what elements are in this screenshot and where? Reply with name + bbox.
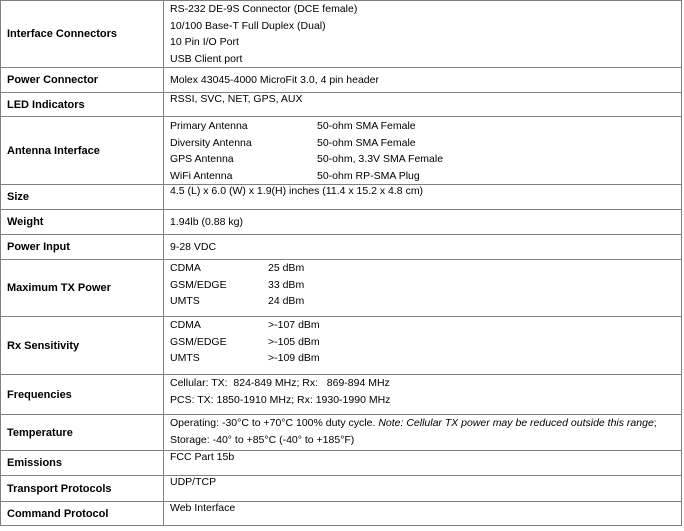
row-label: Weight [1, 210, 164, 235]
pair-name: Primary Antenna [170, 120, 248, 132]
row-label: Interface Connectors [1, 1, 164, 68]
row-value [164, 415, 682, 451]
pair-value: 25 dBm [268, 262, 305, 274]
value-line: 10/100 Base-T Full Duplex (Dual) [170, 19, 326, 32]
row-value: 1.94lb (0.88 kg) [164, 210, 682, 235]
pair-value: 33 dBm [268, 278, 305, 291]
table-row [1, 451, 682, 476]
row-label: Frequencies [1, 375, 164, 415]
row-label: Temperature [1, 415, 164, 451]
row-label: Power Input [1, 235, 164, 260]
antenna-line [170, 151, 681, 168]
row-value [164, 1, 682, 68]
pair-name: UMTS [170, 295, 200, 307]
row-value: Web Interface [164, 502, 682, 526]
table-row [1, 235, 682, 260]
row-value: UDP/TCP [164, 476, 682, 502]
pair-name: CDMA [170, 262, 201, 274]
temperature-note: Note: Cellular TX power may be reduced outside this range [378, 417, 654, 429]
table-row [1, 260, 682, 317]
row-label: Command Protocol [1, 502, 164, 526]
table-row [1, 502, 682, 526]
value-line: USB Client port [170, 52, 243, 65]
temperature-storage: ; Storage: -40° to +85°C (-40° to +185°F) [170, 417, 657, 446]
table-row [1, 375, 682, 415]
pair-name: WiFi Antenna [170, 169, 233, 182]
table-row [1, 117, 682, 185]
row-value [164, 317, 682, 375]
row-value: RSSI, SVC, NET, GPS, AUX [164, 93, 682, 117]
pair-name: Diversity Antenna [170, 136, 252, 149]
row-value [164, 375, 682, 415]
rx-sensitivity-line [170, 317, 681, 334]
pair-name: GPS Antenna [170, 153, 234, 165]
pair-name: UMTS [170, 352, 200, 364]
rx-sensitivity-line [170, 350, 681, 367]
row-value: Molex 43045-4000 MicroFit 3.0, 4 pin header [164, 68, 682, 93]
value-line: Cellular: TX: 824-849 MHz; Rx: 869-894 MHz [170, 377, 390, 389]
value-line: RS-232 DE-9S Connector (DCE female) [170, 3, 358, 15]
row-label: Maximum TX Power [1, 260, 164, 317]
row-label: Emissions [1, 451, 164, 476]
antenna-line [170, 168, 681, 185]
tx-power-line [170, 293, 681, 310]
row-label: Rx Sensitivity [1, 317, 164, 375]
row-value: 9-28 VDC [164, 235, 682, 260]
row-value [164, 260, 682, 317]
table-row [1, 210, 682, 235]
temperature-text [170, 415, 681, 448]
row-label: LED Indicators [1, 93, 164, 117]
table-row [1, 317, 682, 375]
row-value [164, 117, 682, 185]
pair-name: GSM/EDGE [170, 335, 227, 348]
pair-value: 50-ohm RP-SMA Plug [317, 169, 420, 182]
rx-sensitivity-line [170, 334, 681, 351]
pair-value: 50-ohm, 3.3V SMA Female [317, 153, 444, 165]
row-label: Size [1, 185, 164, 210]
table-row [1, 415, 682, 451]
pair-value: 50-ohm SMA Female [317, 136, 416, 149]
pair-value: 50-ohm SMA Female [317, 120, 416, 132]
row-label: Transport Protocols [1, 476, 164, 502]
tx-power-line [170, 277, 681, 294]
table-row [1, 476, 682, 502]
temperature-operating: Operating: -30°C to +70°C 100% duty cycle. [170, 417, 376, 429]
pair-value: 24 dBm [268, 295, 305, 307]
tx-power-line [170, 260, 681, 277]
row-value: 4.5 (L) x 6.0 (W) x 1.9(H) inches (11.4 x 15.2 x 4.8 cm) [164, 185, 682, 210]
pair-value: >-109 dBm [268, 352, 320, 364]
table-row [1, 185, 682, 210]
antenna-line [170, 135, 681, 152]
pair-name: GSM/EDGE [170, 278, 227, 291]
table-row [1, 1, 682, 68]
row-label: Antenna Interface [1, 117, 164, 185]
row-value: FCC Part 15b [164, 451, 682, 476]
pair-name: CDMA [170, 319, 201, 331]
value-line: 10 Pin I/O Port [170, 36, 239, 48]
table-row [1, 68, 682, 93]
pair-value: >-105 dBm [268, 335, 320, 348]
pair-value: >-107 dBm [268, 319, 320, 331]
row-label: Power Connector [1, 68, 164, 93]
table-row [1, 93, 682, 117]
value-line: PCS: TX: 1850-1910 MHz; Rx: 1930-1990 MHz [170, 393, 391, 406]
antenna-line [170, 118, 681, 135]
